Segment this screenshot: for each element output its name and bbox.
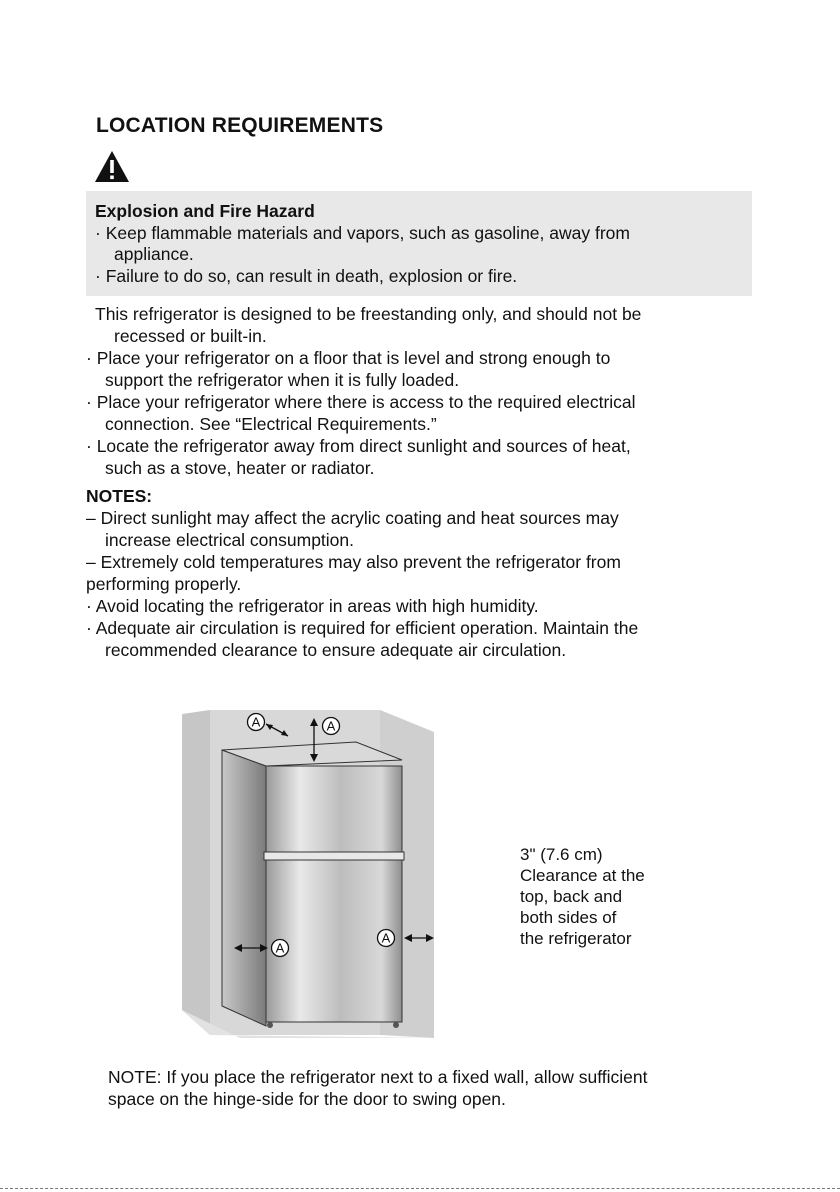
requirement-line: · Place your refrigerator where there is access to the required electrical	[86, 392, 636, 412]
warning-triangle-icon	[94, 150, 130, 183]
requirement-line: · Locate the refrigerator away from direct sunlight and sources of heat,	[86, 436, 631, 456]
requirement-line: This refrigerator is designed to be freestanding only, and should not be	[95, 304, 642, 324]
note-line: · Adequate air circulation is required for efficient operation. Maintain the	[86, 618, 639, 638]
hazard-warning-box	[86, 191, 752, 296]
clearance-marker-top	[323, 718, 340, 735]
requirement-line: support the refrigerator when it is fully loaded.	[105, 370, 460, 390]
caption-line: both sides of	[520, 908, 617, 927]
requirements-section	[86, 303, 746, 661]
note-line: – Direct sunlight may affect the acrylic coating and heat sources may	[86, 508, 619, 528]
svg-text:A: A	[275, 940, 285, 956]
svg-text:A: A	[381, 930, 391, 946]
note-line: performing properly.	[86, 574, 242, 594]
requirement-line: recessed or built-in.	[114, 326, 267, 346]
requirement-line: such as a stove, heater or radiator.	[105, 458, 375, 478]
left-wall	[182, 710, 210, 1035]
note-line: – Extremely cold temperatures may also prevent the refrigerator from	[86, 552, 621, 572]
clearance-caption	[520, 844, 690, 949]
clearance-marker-right	[378, 930, 395, 947]
caption-line: Clearance at the	[520, 866, 645, 885]
svg-text:A: A	[251, 714, 261, 730]
page-bottom-rule	[0, 1188, 840, 1189]
caption-line: top, back and	[520, 887, 623, 906]
note-line: · Avoid locating the refrigerator in areas with high humidity.	[86, 596, 539, 616]
clearance-marker-top-left	[248, 714, 265, 731]
door-handle	[264, 852, 404, 860]
footnote-line: NOTE: If you place the refrigerator next to a fixed wall, allow sufficient	[108, 1067, 648, 1087]
note-line: increase electrical consumption.	[105, 530, 355, 550]
hazard-line: appliance.	[114, 244, 194, 264]
footnote-line: space on the hinge-side for the door to swing open.	[108, 1089, 506, 1109]
requirement-line: · Place your refrigerator on a floor that is level and strong enough to	[86, 348, 611, 368]
fridge-side	[222, 750, 266, 1026]
caption-line: the refrigerator	[520, 929, 632, 948]
notes-title: NOTES:	[86, 486, 153, 506]
note-line: recommended clearance to ensure adequate air circulation.	[105, 640, 567, 660]
refrigerator-clearance-diagram	[180, 700, 440, 1045]
hinge-side-note	[108, 1066, 748, 1110]
clearance-marker-left	[272, 940, 289, 957]
hazard-line: · Failure to do so, can result in death, explosion or fire.	[95, 265, 518, 286]
hazard-title: Explosion and Fire Hazard	[95, 201, 315, 221]
hazard-line: · Keep flammable materials and vapors, such as gasoline, away from	[95, 222, 630, 243]
page-title: LOCATION REQUIREMENTS	[96, 114, 384, 137]
caption-line: 3" (7.6 cm)	[520, 845, 603, 864]
svg-text:A: A	[326, 718, 336, 734]
requirement-line: connection. See “Electrical Requirements.”	[105, 414, 437, 434]
freezer-door	[266, 766, 402, 854]
